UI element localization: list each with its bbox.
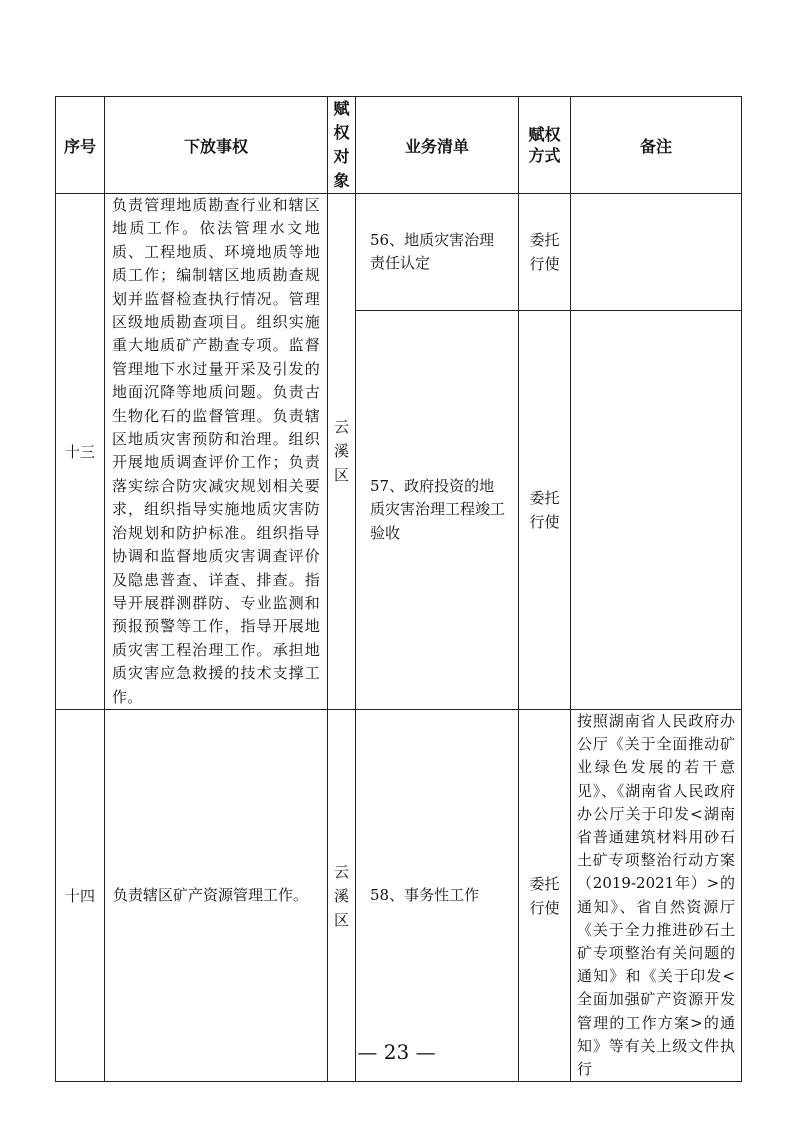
- row-13-remarks-1: [571, 194, 742, 311]
- row-13-remarks-2: [571, 310, 742, 709]
- row-13-business-2: 57、政府投资的地质灾害治理工程竣工验收: [370, 476, 506, 542]
- header-business: 业务清单: [356, 97, 519, 194]
- row-13-power: 负责管理地质勘查行业和辖区地质工作。依法管理水文地质、工程地质、环境地质等地质工作；编制辖区地质勘查规划并监督检查执行情况。管理区级地质勘查项目。组织实施重大地质矿产勘查专项。监督管理地下水过量开采及引发的地面沉降等地质问题。负责古生物化石的监督管理。负责辖区地质灾害预防和治理。组织开展地质调查评价工作；负责落实综合防灾减灾规划相关要求，组织指导实施地质灾害防治规划和防护标准。组织指导协调和监督地质灾害调查评价及隐患普查、详查、排查。指导开展群测群防、专业监测和预报预警等工作，指导开展地质灾害工程治理工作。承担地质灾害应急救援的技术支撑工作。: [112, 196, 320, 706]
- row-13-business-1: 56、地质灾害治理责任认定: [370, 230, 495, 272]
- header-target-label: 赋权对象: [333, 99, 350, 190]
- header-power: 下放事权: [105, 97, 328, 194]
- row-14-remarks: 按照湖南省人民政府办公厅《关于全面推动矿业绿色发展的若干意见》、《湖南省人民政府办公厅关于印发<湖南省普通建筑材料用砂石土矿专项整治行动方案（2019-2021年）>的通知》、省自然资源厅《关于全力推进砂石土矿专项整治有关问题的通知》和《关于印发<全面加强矿产资源开发管理的工作方案>的通知》等有关上级文件执行: [577, 711, 735, 1078]
- row-13-method-2: 委托行使: [529, 488, 560, 531]
- row-14-method: 委托行使: [529, 874, 560, 917]
- table-row: [56, 194, 742, 311]
- row-14-method-cell: [519, 709, 571, 1081]
- row-13-method-1-cell: [519, 194, 571, 311]
- row-14-business-cell: [356, 709, 519, 1081]
- row-14-power: 负责辖区矿产资源管理工作。: [113, 885, 309, 904]
- row-13-business-2-cell: [356, 310, 519, 709]
- header-method: [519, 97, 571, 194]
- row-13-target: 云溪区: [333, 418, 349, 485]
- table-header-row: [56, 97, 742, 194]
- row-14-business: 58、事务性工作: [370, 885, 480, 904]
- row-13-business-1-cell: [356, 194, 519, 311]
- page-number: — 23 —: [357, 1040, 436, 1064]
- row-14-power-cell: [105, 709, 328, 1081]
- row-13-index: 十三: [56, 194, 105, 710]
- header-index: 序号: [56, 97, 105, 194]
- row-13-method-1: 委托行使: [529, 230, 560, 273]
- row-14-target-cell: [328, 709, 356, 1081]
- row-14-remarks-cell: [571, 709, 742, 1081]
- header-method-label: 赋权方式: [528, 125, 561, 165]
- row-14-target: 云溪区: [333, 862, 349, 929]
- delegation-table: [55, 96, 742, 1082]
- header-remarks: 备注: [571, 97, 742, 194]
- row-13-method-2-cell: [519, 310, 571, 709]
- row-14-index: 十四: [56, 709, 105, 1081]
- table-row: [56, 709, 742, 1081]
- row-13-target-cell: [328, 194, 356, 710]
- header-target: [328, 97, 356, 194]
- row-13-power-cell: [105, 194, 328, 710]
